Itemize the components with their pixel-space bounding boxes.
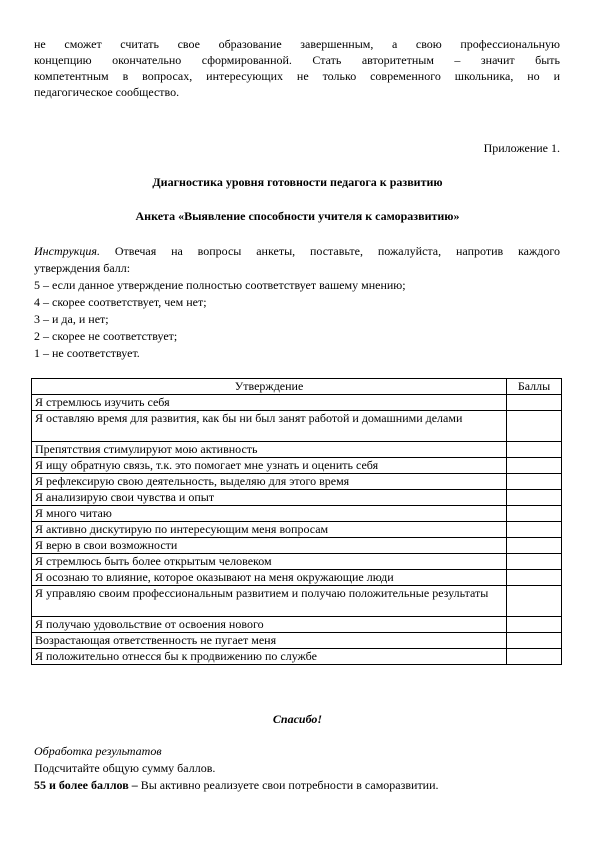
appendix-label: Приложение 1. bbox=[483, 141, 560, 155]
statement-header: Утверждение bbox=[32, 379, 507, 395]
statement-cell: Я ищу обратную связь, т.к. это помогает мне узнать и оценить себя bbox=[32, 458, 507, 474]
table-row bbox=[32, 538, 562, 554]
survey-table bbox=[31, 378, 562, 665]
score-cell[interactable] bbox=[507, 649, 562, 665]
table-row bbox=[32, 395, 562, 411]
table-row bbox=[32, 490, 562, 506]
score-header: Баллы bbox=[507, 379, 562, 395]
table-row bbox=[32, 458, 562, 474]
statement-cell: Я оставляю время для развития, как бы ни был занят работой и домашними делами bbox=[32, 411, 507, 442]
table-row bbox=[32, 411, 562, 442]
processing-line: Подсчитайте общую сумму баллов. bbox=[34, 761, 216, 775]
statement-cell: Я стремлюсь изучить себя bbox=[32, 395, 507, 411]
statement-cell: Я много читаю bbox=[32, 506, 507, 522]
score-cell[interactable] bbox=[507, 586, 562, 617]
score-cell[interactable] bbox=[507, 506, 562, 522]
statement-cell: Я верю в свои возможности bbox=[32, 538, 507, 554]
scale-item: 3 – и да, и нет; bbox=[34, 312, 109, 326]
score-cell[interactable] bbox=[507, 570, 562, 586]
instruction-block bbox=[34, 243, 560, 362]
score-threshold: 55 и более баллов – bbox=[34, 778, 138, 792]
intro-line: не сможет считать свое образование завершенным, а свою профессиональную bbox=[34, 37, 560, 51]
score-cell[interactable] bbox=[507, 538, 562, 554]
statement-cell: Препятствия стимулируют мою активность bbox=[32, 442, 507, 458]
score-cell[interactable] bbox=[507, 522, 562, 538]
table-row bbox=[32, 506, 562, 522]
table-row bbox=[32, 649, 562, 665]
table-row bbox=[32, 617, 562, 633]
table-row bbox=[32, 570, 562, 586]
score-cell[interactable] bbox=[507, 442, 562, 458]
thanks-note: Спасибо! bbox=[272, 712, 323, 726]
instruction-line bbox=[34, 243, 560, 260]
table-row bbox=[32, 474, 562, 490]
statement-cell: Я управляю своим профессиональным развитием и получаю положительные результаты bbox=[32, 586, 507, 617]
score-cell[interactable] bbox=[507, 554, 562, 570]
statement-cell: Возрастающая ответственность не пугает меня bbox=[32, 633, 507, 649]
statement-cell: Я осознаю то влияние, которое оказывают на меня окружающие люди bbox=[32, 570, 507, 586]
scale-item: 1 – не соответствует. bbox=[34, 346, 140, 360]
score-cell[interactable] bbox=[507, 490, 562, 506]
processing-title: Обработка результатов bbox=[34, 744, 162, 758]
statement-cell: Я анализирую свои чувства и опыт bbox=[32, 490, 507, 506]
score-cell[interactable] bbox=[507, 617, 562, 633]
table-row bbox=[32, 554, 562, 570]
table-header-row bbox=[32, 379, 562, 395]
scale-item: 5 – если данное утверждение полностью соответствует вашему мнению; bbox=[34, 278, 406, 292]
scale-item: 2 – скорее не соответствует; bbox=[34, 329, 178, 343]
scale-item: 4 – скорее соответствует, чем нет; bbox=[34, 295, 207, 309]
intro-line: компетентным в вопросах, интересующих не только современного школьника, но и bbox=[34, 69, 560, 83]
intro-line: педагогическое сообщество. bbox=[34, 85, 180, 99]
processing-score-line bbox=[34, 777, 560, 794]
score-cell[interactable] bbox=[507, 458, 562, 474]
instruction-text: Отвечая на вопросы анкеты, поставьте, пожалуйста, напротив каждого bbox=[99, 244, 560, 258]
table-row bbox=[32, 586, 562, 617]
statement-cell: Я активно дискутирую по интересующим меня вопросам bbox=[32, 522, 507, 538]
score-description: Вы активно реализуете свои потребности в саморазвитии. bbox=[137, 778, 439, 792]
intro-paragraph bbox=[34, 36, 560, 100]
table-row bbox=[32, 522, 562, 538]
instruction-label: Инструкция. bbox=[34, 244, 100, 258]
score-cell[interactable] bbox=[507, 633, 562, 649]
score-cell[interactable] bbox=[507, 411, 562, 442]
statement-cell: Я получаю удовольствие от освоения нового bbox=[32, 617, 507, 633]
score-cell[interactable] bbox=[507, 474, 562, 490]
statement-cell: Я стремлюсь быть более открытым человеком bbox=[32, 554, 507, 570]
score-cell[interactable] bbox=[507, 395, 562, 411]
processing-section bbox=[34, 743, 560, 794]
survey-title: Анкета «Выявление способности учителя к саморазвитию» bbox=[135, 209, 460, 223]
intro-line: концепцию окончательно сформированной. Стать авторитетным – значит быть bbox=[34, 53, 560, 67]
statement-cell: Я рефлексирую свою деятельность, выделяю для этого время bbox=[32, 474, 507, 490]
diagnostics-title: Диагностика уровня готовности педагога к развитию bbox=[152, 175, 443, 189]
table-row bbox=[32, 633, 562, 649]
instruction-line: утверждения балл: bbox=[34, 261, 131, 275]
statement-cell: Я положительно отнесся бы к продвижению по службе bbox=[32, 649, 507, 665]
table-row bbox=[32, 442, 562, 458]
